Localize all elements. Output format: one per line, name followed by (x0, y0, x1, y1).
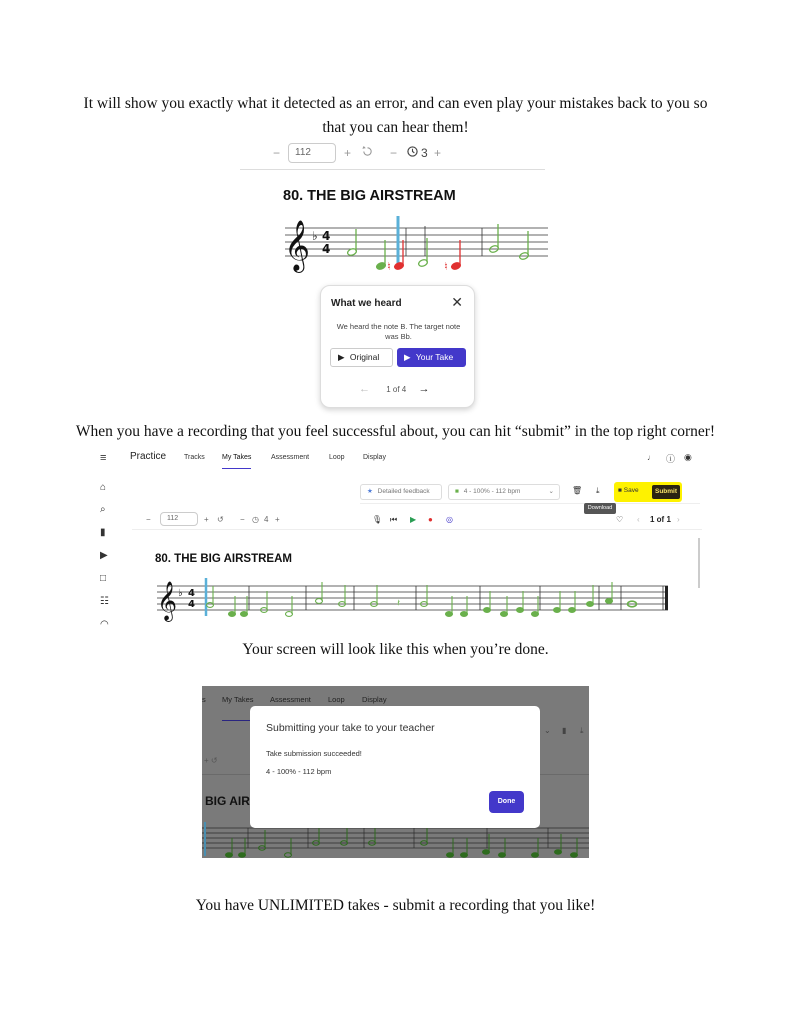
reset-icon[interactable]: + ↺ (204, 756, 218, 765)
reset-icon[interactable] (362, 146, 373, 160)
intro-line-2: that you can hear them! (322, 119, 469, 136)
count-decrease-button[interactable]: − (240, 515, 245, 524)
popup-pager (359, 383, 429, 395)
submission-dialog (250, 706, 540, 828)
library-icon[interactable]: ▮ (100, 527, 106, 538)
delete-icon[interactable]: ▮ (562, 726, 567, 735)
tempo-input[interactable]: 112 (288, 143, 336, 163)
submission-dialog-screenshot (202, 686, 589, 858)
original-label: Original (349, 352, 380, 362)
page-indicator: 1 of 4 (386, 385, 407, 394)
clock-icon (407, 146, 418, 160)
svg-text:4: 4 (322, 242, 331, 256)
feedback-label: Detailed feedback (377, 488, 430, 495)
tab-display[interactable]: Display (362, 695, 387, 704)
rewind-icon[interactable]: ⏮ (390, 515, 398, 524)
download-tooltip: Download (584, 503, 616, 514)
metronome-icon[interactable]: ◎ (446, 515, 453, 524)
app-brand: Practice (130, 451, 167, 462)
scrollbar[interactable] (698, 538, 700, 588)
svg-text:♮: ♮ (444, 260, 448, 273)
treble-clef: 𝄞 (157, 581, 178, 621)
svg-text:4: 4 (188, 599, 195, 610)
what-we-heard-popup (320, 285, 475, 408)
close-icon[interactable]: ✕ (451, 294, 463, 310)
count-increase-button[interactable]: + (275, 515, 280, 524)
correct-notes (347, 224, 530, 270)
tab-loop[interactable]: Loop (328, 695, 345, 704)
song-title: 80. THE BIG AIRSTREAM (155, 553, 292, 565)
song-title: 80. THE BIG AIRSTREAM (283, 188, 456, 204)
take-toolbar (360, 482, 700, 504)
submitted-take: 4 - 100% - 112 bpm (266, 767, 332, 776)
intro-line-1: It will show you exactly what it detected as an error, and can even play your mistakes back to you so (83, 95, 708, 112)
play-your-take-button[interactable] (397, 348, 466, 367)
more-icon[interactable]: ◠ (100, 619, 109, 630)
popup-heading: What we heard (331, 298, 402, 309)
time-signature: 4 (322, 229, 331, 243)
svg-text:♮: ♮ (387, 260, 391, 273)
tab-assessment[interactable]: Assessment (271, 454, 310, 461)
done-caption: Your screen will look like this when you’re done. (242, 641, 549, 658)
record-icon[interactable]: ● (428, 515, 433, 524)
tab-my-takes[interactable]: My Takes (222, 695, 254, 721)
tempo-input[interactable]: 112 (160, 512, 198, 526)
tab-tracks[interactable]: Tracks (184, 454, 205, 461)
delete-icon[interactable]: 🗑 (572, 486, 583, 495)
submit-button[interactable]: Submit (652, 485, 680, 499)
song-title-fragment: BIG AIR (205, 794, 250, 808)
playback-toolbar (240, 140, 545, 170)
menu-icon[interactable]: ≡ (100, 452, 107, 464)
detailed-feedback-button[interactable] (360, 484, 442, 500)
play-icon: ▶ (404, 352, 411, 362)
save-button[interactable] (618, 487, 639, 494)
take-select-value: 4 - 100% - 112 bpm (463, 488, 521, 495)
prev-page-icon[interactable]: ‹ (637, 515, 640, 524)
help-icon[interactable]: ⓘ (666, 454, 676, 464)
download-icon[interactable]: ⤓ (580, 726, 584, 735)
save-label: Save (623, 487, 639, 494)
flat-symbol: ♭ (312, 229, 318, 243)
clock-icon: ◷ (252, 515, 259, 524)
assignments-icon[interactable]: ☷ (100, 596, 109, 607)
microphone-icon[interactable]: 🎙 (372, 515, 383, 524)
playback-controls (132, 512, 702, 530)
next-page-icon[interactable]: › (677, 515, 680, 524)
search-icon[interactable]: ⌕ (100, 504, 106, 515)
folder-icon[interactable]: □ (100, 573, 107, 584)
tab-fragment[interactable]: s (202, 695, 206, 704)
play-icon[interactable]: ▶ (410, 515, 417, 524)
take-badge-icon: ■ (455, 488, 459, 495)
account-icon[interactable]: ◉ (684, 452, 692, 462)
dialog-title: Submitting your take to your teacher (266, 722, 435, 734)
count-value: 4 (264, 515, 269, 524)
star-icon: ★ (367, 488, 373, 495)
chevron-down-icon: ⌄ (548, 488, 554, 495)
play-icon: ▶ (338, 352, 345, 362)
reset-icon[interactable]: ↺ (217, 515, 224, 524)
count-value: 3 (421, 146, 428, 160)
unlimited-takes-note: You have UNLIMITED takes - submit a recording that you like! (195, 897, 596, 914)
tempo-increase-button[interactable]: + (204, 515, 209, 524)
submit-instruction: When you have a recording that you feel successful about, you can hit “submit” in the top right corner! (75, 423, 716, 440)
tab-my-takes[interactable]: My Takes (222, 454, 251, 469)
video-icon[interactable]: ▶ (100, 550, 108, 561)
tab-display[interactable]: Display (363, 454, 386, 461)
play-original-button[interactable] (330, 348, 393, 367)
done-button[interactable]: Done (489, 791, 524, 813)
music-staff (154, 574, 674, 624)
count-decrease-button[interactable]: − (390, 146, 398, 160)
chevron-down-icon[interactable]: ⌄ (544, 726, 551, 735)
count-increase-button[interactable]: + (434, 146, 442, 160)
tempo-decrease-button[interactable]: − (273, 146, 281, 160)
home-icon[interactable]: ⌂ (100, 482, 107, 493)
music-staff (280, 214, 550, 274)
top-nav (92, 444, 702, 472)
your-take-label: Your Take (415, 352, 454, 362)
download-icon[interactable]: ⤓ (596, 486, 600, 495)
prev-arrow-icon[interactable]: ← (359, 383, 370, 395)
favorite-icon[interactable]: ♡ (616, 515, 624, 524)
next-arrow-icon[interactable]: → (418, 383, 430, 395)
svg-text:𝄽: 𝄽 (397, 598, 401, 609)
popup-message: We heard the note B. The target note was Bb. (336, 322, 461, 341)
error-feedback-screenshot (240, 140, 550, 410)
time-signature: 4 (188, 588, 195, 599)
tuner-icon[interactable]: ♩ (647, 453, 655, 462)
tab-assessment[interactable]: Assessment (270, 695, 311, 704)
take-select[interactable] (448, 484, 560, 500)
tempo-increase-button[interactable]: + (344, 146, 352, 160)
tab-loop[interactable]: Loop (329, 454, 345, 461)
tempo-decrease-button[interactable]: − (146, 515, 151, 524)
submission-status: Take submission succeeded! (266, 749, 362, 758)
recorded-notes (207, 582, 637, 616)
save-icon: ■ (618, 487, 622, 494)
my-takes-screenshot (92, 444, 702, 634)
treble-clef: 𝄞 (284, 220, 311, 271)
flat-symbol: ♭ (178, 588, 183, 599)
take-pager: 1 of 1 (650, 515, 671, 524)
